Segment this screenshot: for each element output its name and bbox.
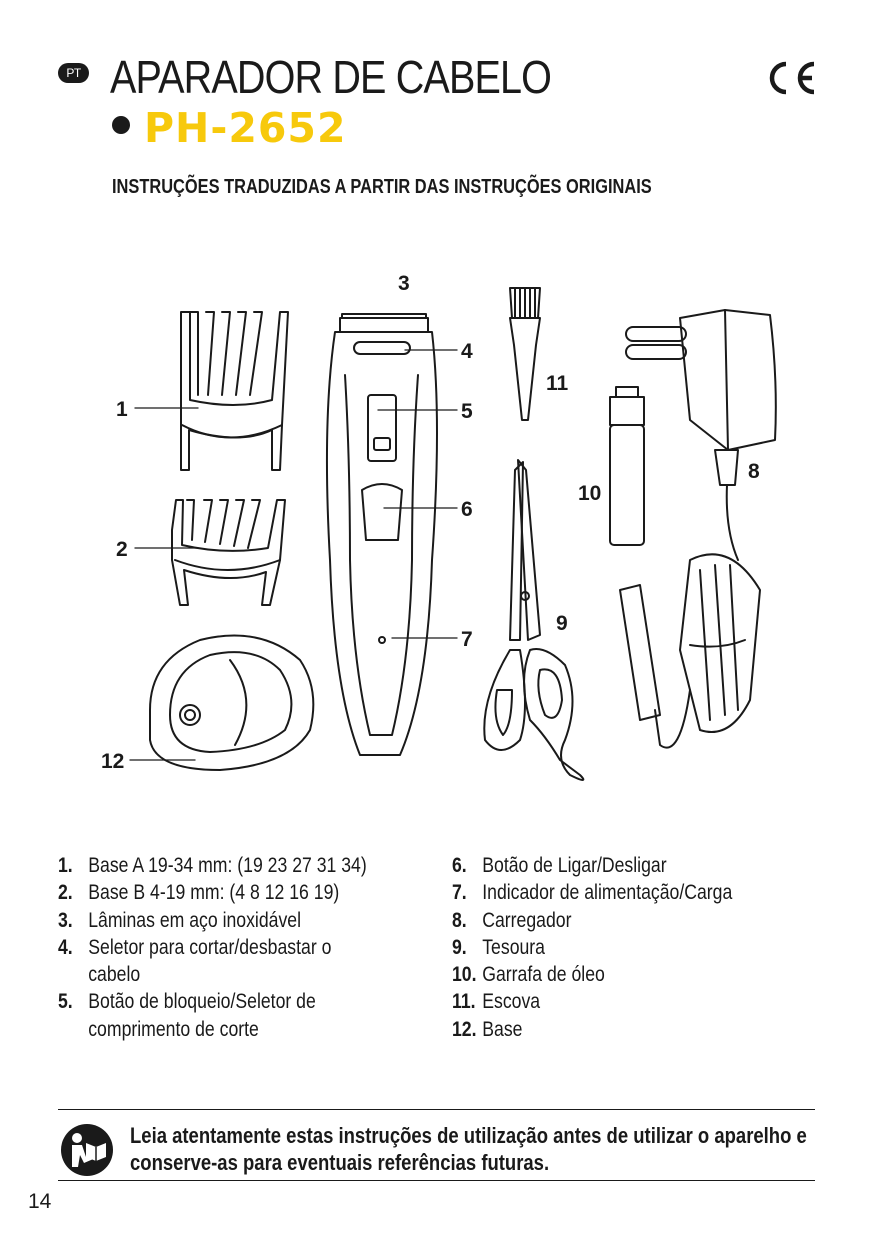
part-number: 10. bbox=[452, 963, 477, 987]
part-item bbox=[452, 907, 793, 934]
callout-11: 11 bbox=[546, 372, 569, 395]
callout-12: 12 bbox=[101, 750, 125, 773]
part-item bbox=[58, 907, 399, 934]
part-description: Garrafa de óleo bbox=[482, 963, 605, 987]
part-item bbox=[58, 879, 399, 906]
bullet-dot bbox=[112, 116, 130, 134]
callout-9: 9 bbox=[556, 612, 568, 635]
part-number: 6. bbox=[452, 854, 467, 877]
part-description: Carregador bbox=[482, 908, 572, 932]
part-item bbox=[452, 879, 793, 906]
callout-5: 5 bbox=[461, 400, 473, 423]
callout-3: 3 bbox=[398, 272, 410, 295]
subtitle: INSTRUÇÕES TRADUZIDAS A PARTIR DAS INSTRUÇÕES ORIGINAIS bbox=[112, 176, 652, 198]
part-description: Lâminas em aço inoxidável bbox=[88, 908, 302, 932]
part-number: 8. bbox=[452, 908, 467, 932]
callout-8: 8 bbox=[748, 460, 760, 483]
part-number: 9. bbox=[452, 935, 467, 959]
part-item bbox=[452, 934, 793, 961]
part-number: 4. bbox=[58, 935, 73, 959]
parts-list-right bbox=[452, 852, 858, 1043]
callout-1: 1 bbox=[116, 398, 128, 421]
part-description: Tesoura bbox=[482, 935, 546, 959]
parts-list-left bbox=[58, 852, 464, 1043]
part-description: Escova bbox=[482, 990, 541, 1014]
model-number: PH-2652 bbox=[144, 104, 347, 152]
part-description: Botão de Ligar/Desligar bbox=[482, 854, 667, 877]
divider-bottom bbox=[58, 1180, 815, 1181]
part-item bbox=[58, 934, 399, 989]
comb-a-drawing bbox=[181, 312, 288, 470]
base-drawing bbox=[150, 636, 313, 771]
scissors-drawing bbox=[484, 460, 583, 780]
page-title: APARADOR DE CABELO bbox=[110, 51, 552, 103]
read-manual-icon bbox=[60, 1123, 114, 1177]
language-badge: PT bbox=[58, 63, 89, 83]
part-number: 5. bbox=[58, 990, 73, 1014]
part-description: Indicador de alimentação/Carga bbox=[482, 881, 733, 905]
model-row bbox=[112, 104, 347, 150]
notice-text: Leia atentamente estas instruções de utilização antes de utilizar o aparelho e conserve-as para eventuais referências futuras. bbox=[130, 1123, 807, 1175]
trimmer-drawing bbox=[327, 314, 437, 755]
brush-drawing bbox=[510, 288, 540, 420]
ce-mark-icon bbox=[762, 58, 818, 98]
callout-2: 2 bbox=[116, 538, 128, 561]
callout-10: 10 bbox=[578, 482, 602, 505]
part-item bbox=[452, 988, 793, 1015]
part-item bbox=[58, 988, 399, 1043]
part-number: 12. bbox=[452, 1017, 477, 1041]
oil-bottle-drawing bbox=[610, 387, 644, 545]
comb-b-drawing bbox=[172, 500, 285, 605]
part-description: Base bbox=[482, 1017, 523, 1041]
part-item bbox=[452, 961, 793, 988]
part-item bbox=[452, 852, 793, 879]
part-description: Botão de bloqueio/Seletor de comprimento de corte bbox=[88, 990, 316, 1041]
part-number: 7. bbox=[452, 881, 467, 905]
callout-7: 7 bbox=[461, 628, 473, 651]
part-number: 1. bbox=[58, 854, 73, 877]
part-item bbox=[452, 1016, 793, 1043]
page-number: 14 bbox=[28, 1190, 52, 1213]
part-description: Seletor para cortar/desbastar o cabelo bbox=[88, 935, 332, 987]
callout-4: 4 bbox=[461, 340, 473, 363]
product-illustration bbox=[0, 240, 875, 820]
part-item bbox=[58, 852, 399, 879]
part-number: 2. bbox=[58, 881, 73, 905]
part-number: 3. bbox=[58, 908, 73, 932]
part-number: 11. bbox=[452, 990, 476, 1014]
callout-6: 6 bbox=[461, 498, 473, 521]
divider-top bbox=[58, 1109, 815, 1110]
leader-lines bbox=[130, 350, 457, 760]
part-description: Base A 19-34 mm: (19 23 27 31 34) bbox=[88, 854, 367, 877]
part-description: Base B 4-19 mm: (4 8 12 16 19) bbox=[88, 881, 340, 905]
